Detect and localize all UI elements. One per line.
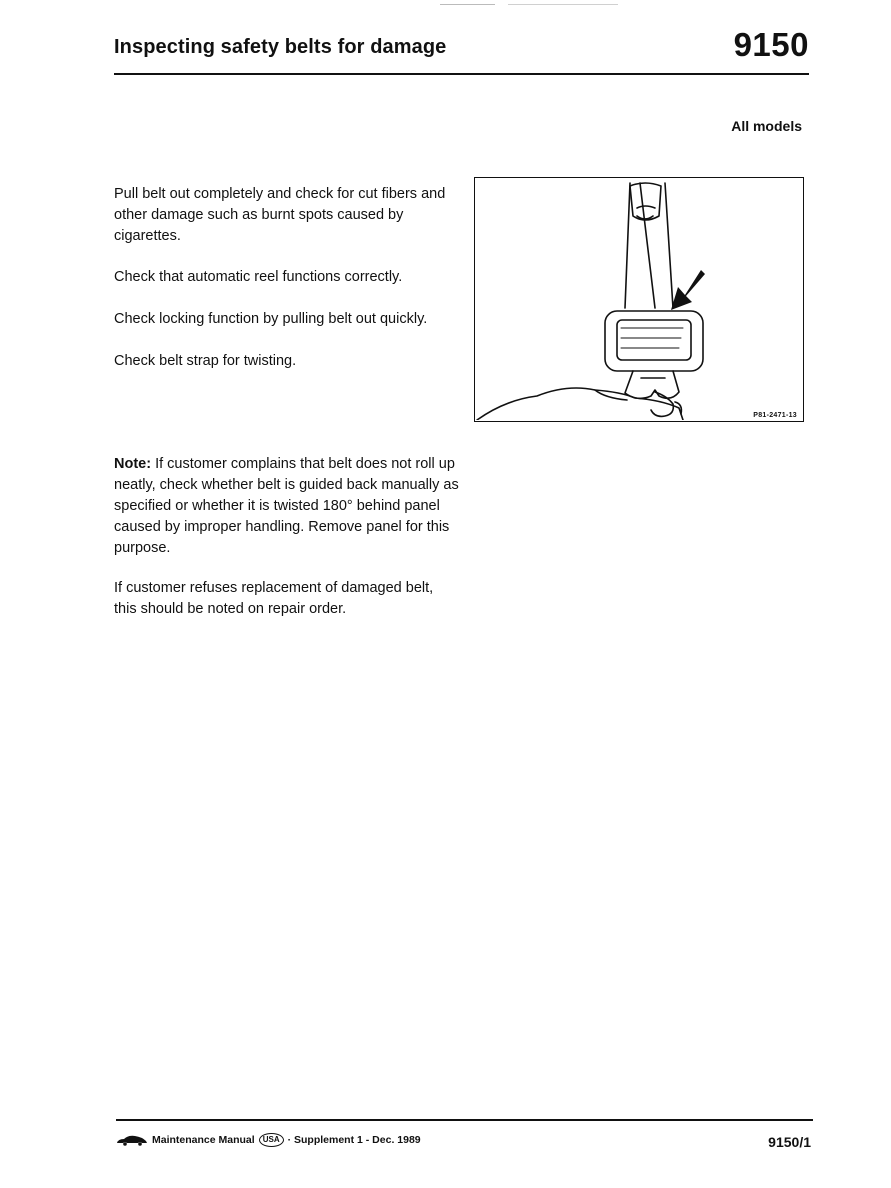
instruction-step: Check belt strap for twisting. <box>114 353 297 369</box>
pointer-arrow-icon <box>671 270 705 310</box>
scan-artifact-line <box>508 4 618 5</box>
manual-name: Maintenance Manual <box>152 1134 255 1146</box>
instruction-step: Pull belt out completely and check for cut fibers and other damage such as burnt spots caused by cigarettes. <box>114 186 446 244</box>
seat-belt-inspection-illustration <box>474 177 804 422</box>
note-paragraph <box>114 454 459 559</box>
instruction-step: Check that automatic reel functions correctly. <box>114 269 403 285</box>
seat-belt-drawing <box>475 178 802 420</box>
footer-divider <box>116 1119 813 1121</box>
header-divider <box>114 73 809 75</box>
refusal-paragraph: If customer refuses replacement of damaged belt, this should be noted on repair order. <box>114 580 434 617</box>
footer-info <box>116 1133 421 1147</box>
instruction-step: Check locking function by pulling belt out quickly. <box>114 311 428 327</box>
page-number: 9150/1 <box>768 1134 811 1150</box>
figure-code: P81-2471-13 <box>753 412 797 419</box>
applies-to-label: All models <box>731 118 802 134</box>
supplement-date: · Supplement 1 - Dec. 1989 <box>287 1134 421 1146</box>
note-text: If customer complains that belt does not roll up neatly, check whether belt is guided back manually as specified or whether it is twisted 180° behind panel caused by improper handling. Remove panel for this purpose. <box>114 456 459 556</box>
page-title: Inspecting safety belts for damage <box>114 36 447 58</box>
section-number: 9150 <box>733 26 809 63</box>
region-badge: USA <box>259 1133 284 1147</box>
car-logo-icon <box>116 1134 148 1146</box>
note-label: Note: <box>114 456 152 472</box>
scan-artifact-line <box>440 4 495 5</box>
